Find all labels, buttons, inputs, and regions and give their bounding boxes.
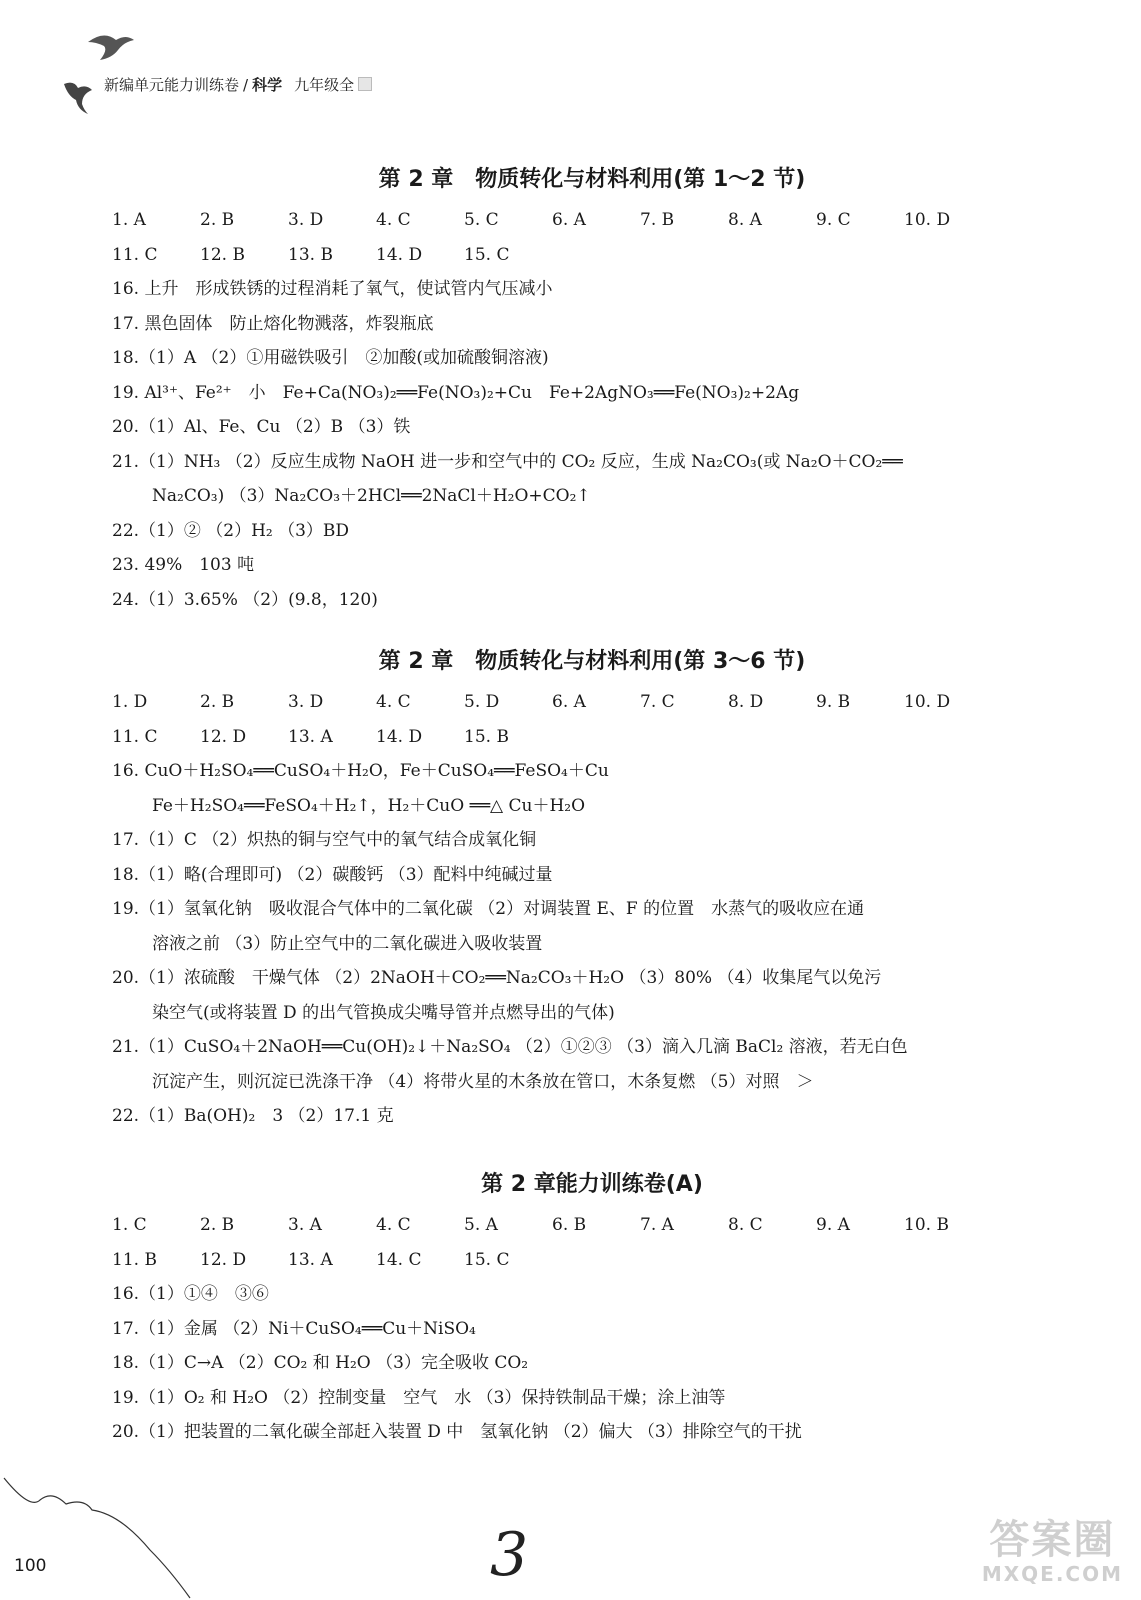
subject-label: 科学 — [252, 76, 283, 94]
mc-answer: 9. A — [816, 1215, 850, 1235]
mc-answer: 10. D — [904, 210, 951, 230]
section-title: 第 2 章 物质转化与材料利用(第 3～6 节) — [378, 649, 806, 674]
mc-answer: 9. C — [816, 210, 851, 230]
answer-line: 19.（1）O₂ 和 H₂O （2）控制变量 空气 水 （3）保持铁制品干燥；涂上油等 — [112, 1387, 726, 1408]
answer-section-3 — [112, 1168, 1072, 1450]
multiple-choice-row — [112, 203, 1072, 238]
answer-line: 16. CuO＋H₂SO₄══CuSO₄＋H₂O，Fe＋CuSO₄══FeSO₄＋Cu — [112, 761, 609, 781]
answer-line: 24.（1）3.65% （2）(9.8，120) — [112, 589, 378, 610]
answer-line: 18.（1）略(合理即可) （2）碳酸钙 （3）配料中纯碱过量 — [112, 864, 553, 885]
mc-answer: 15. B — [464, 726, 509, 747]
mc-answer: 2. B — [200, 210, 235, 230]
answer-line: 19. Al³⁺、Fe²⁺ 小 Fe+Ca(NO₃)₂══Fe(NO₃)₂+Cu Fe+2AgNO₃══Fe(NO₃)₂+2Ag — [112, 382, 800, 403]
answer-line: 22.（1）Ba(OH)₂ 3 （2）17.1 克 — [112, 1106, 394, 1126]
multiple-choice-row — [112, 1208, 1072, 1243]
mc-answer: 1. D — [112, 692, 148, 712]
answer-line: 23. 49% 103 吨 — [112, 555, 255, 575]
bird-illustration-top — [86, 28, 136, 62]
section-title: 第 2 章能力训练卷(A) — [481, 1172, 703, 1197]
mc-answer: 5. D — [464, 692, 500, 712]
mc-answer: 11. B — [112, 1249, 157, 1270]
answer-section-2 — [112, 645, 1072, 1134]
mc-answer: 14. C — [376, 1249, 422, 1270]
decorative-curve — [0, 1470, 200, 1600]
answer-line: 16.（1）①④ ③⑥ — [112, 1284, 269, 1304]
answer-line: 21.（1）NH₃ （2）反应生成物 NaOH 进一步和空气中的 CO₂ 反应，生成 Na₂CO₃(或 Na₂O＋CO₂══ — [112, 451, 903, 472]
answer-line: 18.（1）C→A （2）CO₂ 和 H₂O （3）完全吸收 CO₂ — [112, 1353, 529, 1373]
header-square-icon — [358, 77, 372, 91]
mc-answer: 14. D — [376, 726, 423, 747]
mc-answer: 2. B — [200, 1215, 235, 1235]
answer-lines — [112, 754, 1072, 1134]
mc-answer: 5. C — [464, 210, 499, 230]
answer-line: 19.（1）氢氧化钠 吸收混合气体中的二氧化碳 （2）对调装置 E、F 的位置 水蒸气的吸收应在通 — [112, 899, 865, 919]
answer-lines — [112, 272, 1072, 617]
answer-line-continuation: Na₂CO₃) （3）Na₂CO₃＋2HCl══2NaCl＋H₂O+CO₂↑ — [152, 486, 591, 506]
mc-answer: 5. A — [464, 1215, 498, 1235]
mc-answer: 4. C — [376, 692, 411, 712]
mc-answer: 7. A — [640, 1215, 674, 1235]
answer-line: 21.（1）CuSO₄＋2NaOH══Cu(OH)₂↓＋Na₂SO₄ （2）①②③ （3）滴入几滴 BaCl₂ 溶液，若无白色 — [112, 1037, 908, 1057]
mc-answer: 4. C — [376, 210, 411, 230]
mc-answer: 11. C — [112, 726, 158, 747]
mc-answer: 6. A — [552, 210, 586, 230]
mc-answer: 4. C — [376, 1215, 411, 1235]
mc-answer: 15. C — [464, 1249, 510, 1270]
mc-answer: 3. A — [288, 1215, 322, 1235]
answer-line-continuation: 沉淀产生，则沉淀已洗涤干净 （4）将带火星的木条放在管口，木条复燃 （5）对照 ＞ — [152, 1071, 814, 1092]
header-separator: / — [243, 76, 249, 94]
grade-label: 九年级全 — [294, 76, 355, 94]
answer-line: 17.（1）C （2）炽热的铜与空气中的氧气结合成氧化铜 — [112, 830, 537, 850]
mc-answer: 12. B — [200, 244, 245, 265]
watermark-logo — [982, 1518, 1123, 1586]
mc-answer: 15. C — [464, 244, 510, 265]
answer-line: 20.（1）浓硫酸 干燥气体 （2）2NaOH＋CO₂══Na₂CO₃＋H₂O （3）80% （4）收集尾气以免污 — [112, 968, 882, 988]
mc-answer: 12. D — [200, 1249, 247, 1270]
mc-answer: 8. C — [728, 1215, 763, 1235]
mc-answer: 11. C — [112, 244, 158, 265]
book-series-title: 新编单元能力训练卷 — [104, 76, 240, 94]
answer-line: 22.（1）② （2）H₂ （3）BD — [112, 520, 350, 541]
watermark-title: 答案圈 — [989, 1517, 1116, 1563]
mc-answer: 7. C — [640, 692, 675, 712]
page-number: 100 — [14, 1556, 47, 1576]
answer-line-continuation: Fe＋H₂SO₄══FeSO₄＋H₂↑，H₂＋CuO ══△ Cu＋H₂O — [152, 795, 586, 816]
mc-answer: 6. B — [552, 1215, 587, 1235]
watermark-url: MXQE.COM — [981, 1562, 1123, 1586]
mc-answer: 1. A — [112, 210, 146, 230]
multiple-choice-row — [112, 720, 1072, 755]
mc-answer: 7. B — [640, 210, 675, 230]
answer-line: 20.（1）Al、Fe、Cu （2）B （3）铁 — [112, 417, 411, 437]
answer-line: 17.（1）金属 （2）Ni＋CuSO₄══Cu＋NiSO₄ — [112, 1318, 476, 1339]
mc-answer: 8. D — [728, 692, 764, 712]
answer-line-continuation: 溶液之前 （3）防止空气中的二氧化碳进入吸收装置 — [152, 933, 543, 954]
mc-answer: 1. C — [112, 1215, 147, 1235]
answer-line: 20.（1）把装置的二氧化碳全部赶入装置 D 中 氢氧化钠 （2）偏大 （3）排除空气的干扰 — [112, 1422, 802, 1442]
mc-answer: 8. A — [728, 210, 762, 230]
answer-lines — [112, 1277, 1072, 1450]
handwritten-page-mark: 3 — [490, 1520, 529, 1590]
answer-line: 16. 上升 形成铁锈的过程消耗了氧气，使试管内气压减小 — [112, 279, 553, 299]
mc-answer: 6. A — [552, 692, 586, 712]
answer-line-continuation: 染空气(或将装置 D 的出气管换成尖嘴导管并点燃导出的气体) — [152, 1002, 615, 1023]
mc-answer: 12. D — [200, 726, 247, 747]
mc-answer: 3. D — [288, 692, 324, 712]
multiple-choice-row — [112, 685, 1072, 720]
section-title: 第 2 章 物质转化与材料利用(第 1～2 节) — [378, 167, 806, 192]
answer-line: 18.（1）A （2）①用磁铁吸引 ②加酸(或加硫酸铜溶液) — [112, 348, 549, 368]
answer-section-1 — [112, 163, 1072, 617]
mc-answer: 14. D — [376, 244, 423, 265]
mc-answer: 10. D — [904, 692, 951, 712]
mc-answer: 13. A — [288, 726, 333, 747]
mc-answer: 10. B — [904, 1215, 949, 1235]
mc-answer: 3. D — [288, 210, 324, 230]
book-header — [104, 74, 372, 95]
mc-answer: 2. B — [200, 692, 235, 712]
multiple-choice-row — [112, 238, 1072, 273]
mc-answer: 9. B — [816, 692, 851, 712]
mc-answer: 13. B — [288, 244, 333, 265]
answer-line: 17. 黑色固体 防止熔化物溅落，炸裂瓶底 — [112, 313, 434, 334]
bird-illustration-bottom — [60, 74, 96, 116]
multiple-choice-row — [112, 1243, 1072, 1278]
mc-answer: 13. A — [288, 1249, 333, 1270]
